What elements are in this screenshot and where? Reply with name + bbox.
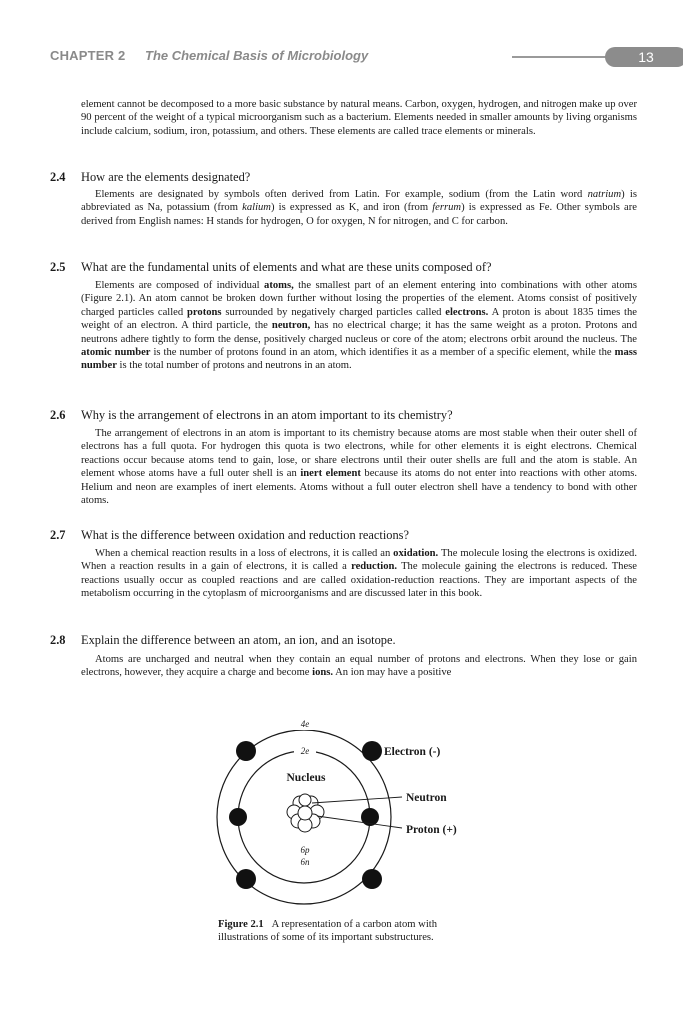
question-text: Explain the difference between an atom, an ion, and an isotope. — [81, 633, 396, 647]
caption-text: A representation of a carbon atom with illustrations of some of its important substructures. — [218, 919, 437, 944]
figure-carbon-atom — [210, 705, 470, 905]
question-text: What is the difference between oxidation and reduction reactions? — [81, 528, 409, 542]
question-2-8 — [50, 633, 640, 648]
question-number: 2.5 — [50, 260, 66, 274]
answer-text: Elements are composed of individual atoms, the smallest part of an element entering into combinations with other atoms (Figure 2.1). An atom cannot be broken down further without losing the properties of the element. Atoms consist of positively charged particles called protons surrounded by negatively charged particles called electrons. A proton is about 1835 times the weight of an electron. A third particle, the neutron, has no electrical charge; it has the same weight as a proton. Protons and neutrons adhere tightly to form the dense, positively charged nucleus or core of the atom; electrons orbit around the nucleus. The atomic number is the number of protons found in an atom, which identifies it as a member of a specific element, while the mass number is the total number of protons and neutrons in an atom. — [81, 280, 638, 372]
page-number: 13 — [605, 47, 683, 67]
nucleus — [287, 794, 324, 832]
inner-shell-label: 2e — [300, 746, 310, 756]
question-2-4 — [50, 170, 640, 185]
proton-label: Proton (+) — [406, 824, 457, 836]
answer-2-5 — [81, 279, 637, 373]
neutrons-count: 6n — [300, 857, 310, 867]
neutron-label: Neutron — [406, 792, 447, 804]
electron — [236, 741, 256, 761]
nucleus-label: Nucleus — [286, 772, 326, 784]
question-2-7 — [50, 528, 640, 543]
electron — [236, 869, 256, 889]
answer-2-7 — [81, 547, 637, 601]
chapter-label: CHAPTER 2 — [50, 48, 126, 63]
answer-2-6 — [81, 427, 637, 507]
answer-text: When a chemical reaction results in a loss of electrons, it is called an oxidation. The molecule losing the electrons is oxidized. When a reaction results in a gain of electrons, it is called a reduction. The molecule gaining the electrons is reduced. These reactions usually occur as coupled reactions and are called oxidation-reduction reactions. They are important aspects of the metabolism occurring in the cytoplasm of microorganisms and are discussed later in this book. — [81, 548, 637, 600]
answer-text: The arrangement of electrons in an atom is important to its chemistry because atoms are most stable when their outer shell of electrons has a full quota. For hydrogen this quota is two electrons, while for other elements it is eight electrons. Chemical reactions occur because atoms tend to gain, lose, or share electrons until their outer shells are full and the atom is stable. An element whose atoms have a full outer shell is an inert element because its atoms do not enter into reactions with other atoms. Helium and neon are examples of inert elements. Atoms without a full outer electron shell have a tendency to bond with other atoms. — [81, 428, 637, 507]
question-number: 2.8 — [50, 633, 66, 647]
carbon-atom-diagram — [210, 705, 470, 905]
question-number: 2.4 — [50, 170, 66, 184]
protons-count: 6p — [300, 845, 310, 855]
question-text: How are the elements designated? — [81, 170, 251, 184]
intro-text: element cannot be decomposed to a more basic substance by natural means. Carbon, oxygen, hydrogen, and nitrogen make up over 90 percent of the weight of a typical microorganism such as a bacterium. Elements needed in smaller amounts by living organisms include calcium, sodium, iron, potassium, and others. These elements are called trace elements or minerals. — [81, 99, 637, 137]
electron-label: Electron (-) — [384, 746, 441, 758]
electron — [362, 741, 382, 761]
running-header — [50, 48, 654, 70]
header-rule — [512, 56, 612, 58]
question-text: What are the fundamental units of elements and what are these units composed of? — [81, 260, 492, 274]
question-2-5 — [50, 260, 640, 275]
electron — [362, 869, 382, 889]
answer-text: Elements are designated by symbols often derived from Latin. For example, sodium (from the Latin word natrium) is abbreviated as Na, potassium (from kalium) is expressed as K, and iron (from ferrum) is expressed as Fe. Other symbols are derived from English names: H stands for hydrogen, O for oxygen, N for nitrogen, and C for carbon. — [81, 189, 637, 227]
electron — [229, 808, 247, 826]
figure-caption — [218, 918, 468, 944]
answer-text: Atoms are uncharged and neutral when they contain an equal number of protons and electrons. When they lose or gain electrons, however, they acquire a charge and become ions. An ion may have a positive — [81, 654, 637, 679]
question-2-6 — [50, 408, 640, 423]
outer-shell-label: 4e — [300, 719, 310, 729]
answer-2-4 — [81, 188, 637, 228]
chapter-title: The Chemical Basis of Microbiology — [145, 48, 369, 63]
question-text: Why is the arrangement of electrons in an atom important to its chemistry? — [81, 408, 453, 422]
answer-2-8 — [81, 653, 637, 680]
question-number: 2.7 — [50, 528, 66, 542]
caption-label: Figure 2.1 — [218, 919, 264, 930]
intro-paragraph — [81, 98, 637, 138]
question-number: 2.6 — [50, 408, 66, 422]
